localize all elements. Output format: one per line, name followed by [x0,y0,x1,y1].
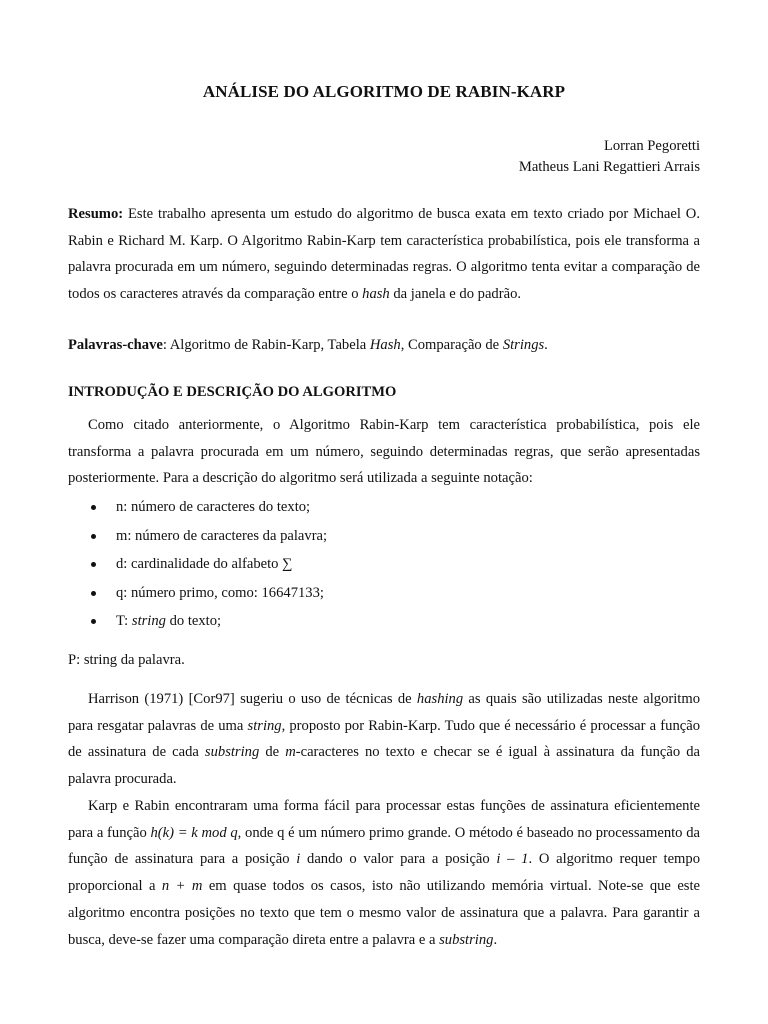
formula-emphasis: h(k) = k mod q [150,824,238,841]
paragraph-emphasis: string [247,717,282,734]
bullet-icon [91,534,96,539]
formula-emphasis: i – 1 [496,851,529,868]
list-item-emphasis: string [131,613,166,630]
bullet-icon [91,505,96,510]
keyword-emphasis: Hash [369,337,401,353]
abstract-paragraph [68,201,700,308]
intro-paragraph: Como citado anteriormente, o Algoritmo Rabin-Karp tem característica probabilística, pois ele transforma a palavra procurada em um número, seguindo determinadas regras, que serão apresentadas posteriormente. Para a descrição do algoritmo será utilizada a seguinte notação: [68,417,700,487]
paragraph-emphasis: substring [204,744,260,761]
formula-emphasis: i [296,851,301,868]
paragraph-emphasis: substring [439,931,494,948]
list-item-text: m: número de caracteres da palavra; [116,527,328,544]
document-title: ANÁLISE DO ALGORITMO DE RABIN-KARP [202,82,566,101]
paragraph-text: Harrison (1971) [Cor97] sugeriu o uso de técnicas de [88,691,417,707]
bullet-icon [91,591,96,596]
keywords-text: , Comparação de [400,337,503,353]
list-item [68,522,700,551]
section-heading: INTRODUÇÃO E DESCRIÇÃO DO ALGORITMO [68,384,397,400]
author-name: Matheus Lani Regattieri Arrais [518,159,700,175]
paragraph-text: de [259,744,286,761]
list-item [68,550,700,579]
abstract-label: Resumo: [68,206,124,222]
paragraph-text: , onde q é um número primo grande. O método é baseado no processamento da função de assinatura para a posição [68,824,700,868]
paragraph-text: dando o valor para a posição [300,851,497,868]
list-item-text: T: [116,613,132,630]
keyword-emphasis: Strings [502,337,545,353]
list-item-text: n: número de caracteres do texto; [116,499,311,515]
list-item [68,493,700,522]
abstract-text: da janela e do padrão. [389,286,522,303]
paragraph-text: -caracteres no texto e checar se é igual à assinatura da função da palavra procurada. [68,744,700,788]
author-name: Lorran Pegoretti [603,138,700,154]
paragraph-text: . O algoritmo requer tempo proporcional a [68,851,700,895]
keywords-text: . [544,337,548,353]
list-item-text: do texto; [165,613,222,630]
author-list [519,136,700,178]
document-page [68,0,700,1024]
paragraph-emphasis: hashing [416,691,464,707]
paragraph-text: . [493,931,498,948]
formula-emphasis: n + m [161,878,203,895]
abstract-emphasis: hash [362,286,390,303]
harrison-paragraph [68,686,700,793]
karp-rabin-paragraph [68,793,700,953]
p-definition: P: string da palavra. [68,652,185,668]
keywords-label: Palavras-chave [68,337,163,353]
paragraph-text: , proposto por Rabin-Karp. Tudo que é necessário é processar a função de assinatura de cada [68,717,700,761]
keywords-paragraph [68,332,700,359]
list-item [68,607,700,636]
bullet-icon [91,562,96,567]
paragraph-text: Karp e Rabin encontraram uma forma fácil para processar estas funções de assinatura eficientemente para a função [68,798,700,841]
list-item [68,579,700,608]
abstract-text: Este trabalho apresenta um estudo do algoritmo de busca exata em texto criado por Michael O. Rabin e Richard M. Karp. O Algoritmo Rabin-Karp tem característica probabilística, pois ele transforma a palavra procurada em um número, seguindo determinadas regras. O algoritmo tenta evitar a comparação de todos os caracteres através da comparação entre o [68,206,700,303]
notation-list [68,493,700,636]
list-item-text: d: cardinalidade do alfabeto ∑ [116,556,293,573]
bullet-icon [91,619,96,624]
paragraph-text: em quase todos os casos, isto não utilizando memória virtual. Note-se que este algoritmo encontra posições no texto que tem o mesmo valor de assinatura que a palavra. Para garantir a busca, deve-se fazer uma comparação direta entre a palavra e a [68,878,701,948]
paragraph-emphasis: m [285,744,296,761]
list-item-text: q: número primo, como: 16647133; [116,584,324,601]
paragraph-text: as quais são utilizadas neste algoritmo para resgatar palavras de uma [68,691,700,734]
keywords-text: : Algoritmo de Rabin-Karp, Tabela [162,337,370,353]
